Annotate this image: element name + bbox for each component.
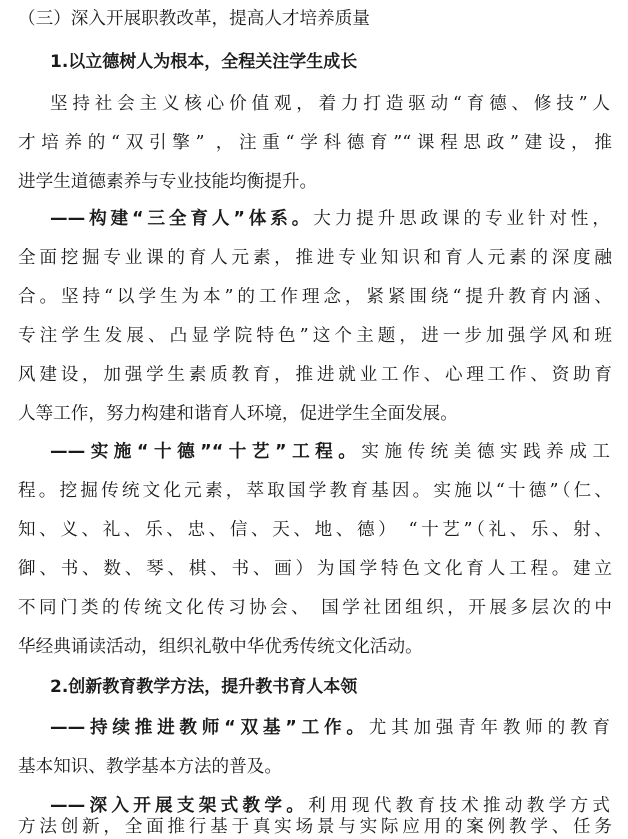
- paragraph-line: 华经典诵读活动，组织礼敬中华优秀传统文化活动。: [18, 637, 423, 657]
- paragraph-text: 利用现代教育技术推动教学方式: [308, 796, 610, 816]
- paragraph-line: 御、书、数、琴、棋、书、画）为国学特色文化育人工程。建立: [18, 559, 612, 579]
- paragraph-line: 进学生道德素养与专业技能均衡提升。: [18, 172, 318, 192]
- paragraph-line: [50, 207, 610, 231]
- paragraph-line: 坚持社会主义核心价值观，着力打造驱动“育德、修技”人: [50, 94, 610, 114]
- paragraph-line: 方法创新，全面推行基于真实场景与实际应用的案例教学、任务: [18, 817, 612, 837]
- paragraph-line: [50, 716, 610, 740]
- paragraph-line: 全面挖掘专业课的育人元素，推进专业知识和育人元素的深度融: [18, 248, 612, 268]
- paragraph-text: 实施传统美德实践养成工: [361, 442, 610, 462]
- paragraph-line: 风建设，加强学生素质教育，推进就业工作、心理工作、资助育: [18, 365, 612, 385]
- subsection-heading-1: 1.以立德树人为根本，全程关注学生成长: [50, 52, 358, 72]
- paragraph-line: 知、义、礼、乐、忠、信、天、地、德） “十艺”（礼、乐、射、: [18, 520, 612, 540]
- section-heading: （三）深入开展职教改革，提高人才培养质量: [18, 9, 370, 29]
- paragraph-line: 程。挖掘传统文化元素，萃取国学教育基因。实施以“十德”（仁、: [18, 481, 612, 501]
- paragraph-line: 合。坚持“以学生为本”的工作理念，紧紧围绕“提升教育内涵、: [18, 287, 612, 307]
- paragraph-text: 大力提升思政课的专业针对性，: [313, 209, 610, 229]
- paragraph-line: 才培养的“双引擎” ，注重“学科德育”“课程思政”建设，推: [18, 133, 612, 153]
- lead-phrase: ——实施“十德”“十艺”工程。: [50, 442, 362, 462]
- lead-phrase: ——深入开展支架式教学。: [50, 796, 309, 816]
- paragraph-line: 基本知识、教学基本方法的普及。: [18, 757, 282, 777]
- paragraph-line: 人等工作，努力构建和谐育人环境，促进学生全面发展。: [18, 404, 458, 424]
- subsection-heading-2: 2.创新教育教学方法，提升教书育人本领: [50, 677, 358, 697]
- paragraph-line: [50, 440, 610, 464]
- paragraph-line: 不同门类的传统文化传习协会、 国学社团组织，开展多层次的中: [18, 598, 612, 618]
- paragraph-line: 专注学生发展、凸显学院特色”这个主题，进一步加强学风和班: [18, 326, 612, 346]
- lead-phrase: ——构建“三全育人”体系。: [50, 209, 314, 229]
- paragraph-text: 尤其加强青年教师的教育: [368, 718, 610, 738]
- lead-phrase: ——持续推进教师“双基”工作。: [50, 718, 369, 738]
